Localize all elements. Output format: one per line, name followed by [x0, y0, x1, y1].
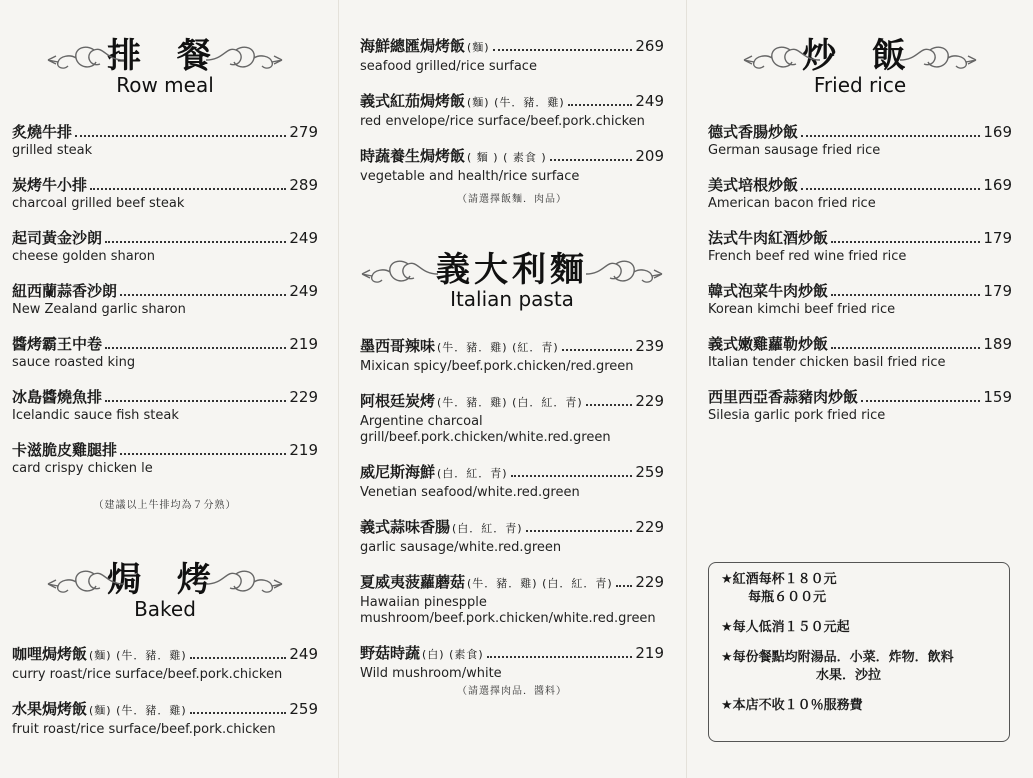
menu-item-name: 義式蒜味香腸	[360, 518, 451, 536]
menu-item	[360, 91, 664, 130]
section-note: （請選擇肉品．醬料）	[457, 686, 567, 697]
section-title-en: Baked	[134, 597, 196, 621]
dot-leader	[586, 404, 633, 406]
dot-leader	[562, 349, 633, 351]
menu-item-name: 水果焗烤飯	[12, 700, 88, 718]
section-note: （建議以上牛排均為７分熟）	[93, 500, 237, 511]
menu-item-english: French beef red wine fried rice	[708, 249, 907, 264]
menu-item	[12, 175, 318, 212]
menu-item-name: 韓式泡菜牛肉炒飯	[708, 282, 829, 300]
menu-item-english: curry roast/rice surface/beef.pork.chicken	[12, 667, 283, 682]
menu-item-options: (牛．豬．雞) (紅．青)	[437, 341, 559, 354]
menu-item-row	[360, 643, 664, 665]
dot-leader	[801, 188, 980, 190]
menu-item-english: New Zealand garlic sharon	[12, 302, 186, 317]
menu-item-row	[12, 334, 318, 354]
menu-item	[12, 281, 318, 318]
menu-item	[360, 462, 664, 501]
menu-item	[12, 122, 318, 159]
menu-item-options: (牛．豬．雞) (白．紅．青)	[437, 396, 583, 409]
menu-item-english: Italian tender chicken basil fried rice	[708, 355, 946, 370]
info-line: ★每人低消１５０元起	[721, 620, 850, 635]
menu-item-price: 219	[289, 335, 318, 353]
menu-item-name: 阿根廷炭烤	[360, 392, 436, 410]
dot-leader	[550, 159, 633, 161]
menu-item-price: 189	[983, 335, 1012, 353]
menu-item-row	[12, 281, 318, 301]
menu-item-price: 219	[635, 644, 664, 662]
menu-column-middle	[360, 0, 664, 778]
dot-leader	[831, 294, 980, 296]
menu-item	[12, 334, 318, 371]
flourish-ornament-icon	[360, 254, 440, 294]
menu-item-price: 229	[635, 392, 664, 410]
fold-line	[338, 0, 339, 778]
dot-leader	[616, 585, 633, 587]
menu-item-name: 咖哩焗烤飯	[12, 645, 88, 663]
menu-item	[360, 146, 664, 185]
menu-item-options: ( 麵 ) ( 素食 )	[467, 151, 547, 164]
menu-item-list	[12, 644, 318, 754]
menu-item-row	[12, 387, 318, 407]
menu-item-english: fruit roast/rice surface/beef.pork.chicken	[12, 722, 276, 737]
menu-item-row	[708, 122, 1012, 142]
menu-item-row	[12, 699, 318, 721]
menu-item-price: 249	[289, 229, 318, 247]
menu-item-english: cheese golden sharon	[12, 249, 155, 264]
menu-item-price: 179	[983, 282, 1012, 300]
menu-item-name: 炙燒牛排	[12, 123, 73, 141]
section-title-zh: 義大利麵	[436, 250, 588, 290]
menu-item-list	[360, 36, 664, 201]
menu-item-name: 義式紅茄焗烤飯	[360, 92, 466, 110]
menu-item	[12, 228, 318, 265]
menu-item-name: 起司黃金沙朗	[12, 229, 103, 247]
menu-item	[708, 281, 1012, 318]
dot-leader	[190, 712, 287, 714]
menu-item-price: 249	[635, 92, 664, 110]
menu-item-english: Korean kimchi beef fried rice	[708, 302, 896, 317]
section-title-en: Italian pasta	[450, 287, 574, 311]
menu-item-english: American bacon fried rice	[708, 196, 876, 211]
dot-leader	[190, 657, 287, 659]
menu-item-row	[360, 336, 664, 358]
menu-item	[360, 36, 664, 75]
menu-item-name: 紐西蘭蒜香沙朗	[12, 282, 118, 300]
menu-item-row	[12, 175, 318, 195]
menu-item-price: 209	[635, 147, 664, 165]
menu-item-price: 219	[289, 441, 318, 459]
menu-item-price: 169	[983, 123, 1012, 141]
dot-leader	[105, 241, 286, 243]
menu-item-english: Silesia garlic pork fried rice	[708, 408, 886, 423]
menu-item	[360, 643, 664, 682]
flourish-ornament-icon	[46, 564, 126, 604]
dot-leader	[90, 188, 286, 190]
flourish-ornament-icon	[204, 564, 284, 604]
menu-item-options: (白．紅．青)	[437, 467, 508, 480]
menu-item-english: grilled steak	[12, 143, 93, 158]
dot-leader	[120, 453, 286, 455]
menu-item-english: garlic sausage/white.red.green	[360, 540, 562, 555]
dot-leader	[861, 400, 980, 402]
menu-item-english: Icelandic sauce fish steak	[12, 408, 179, 423]
menu-item-english: seafood grilled/rice surface	[360, 59, 537, 74]
menu-item-options: (麵) (牛．豬．雞)	[467, 96, 565, 109]
menu-item-row	[360, 572, 664, 594]
dot-leader	[487, 656, 633, 658]
dot-leader	[105, 347, 286, 349]
dot-leader	[105, 400, 286, 402]
menu-item-name: 醬烤霸王中卷	[12, 335, 103, 353]
menu-item-row	[360, 517, 664, 539]
menu-item	[360, 517, 664, 556]
menu-item-row	[708, 334, 1012, 354]
section-heading-row-meal	[12, 36, 318, 96]
menu-item-price: 239	[635, 337, 664, 355]
section-title-en: Row meal	[116, 73, 214, 97]
menu-item-price: 289	[289, 176, 318, 194]
menu-item-english: Wild mushroom/white	[360, 666, 502, 681]
menu-item-name: 義式嫩雞蘿勒炒飯	[708, 335, 829, 353]
dot-leader	[526, 530, 633, 532]
dot-leader	[75, 135, 286, 137]
flourish-ornament-icon	[898, 40, 978, 80]
menu-item-price: 249	[289, 282, 318, 300]
menu-item	[708, 228, 1012, 265]
menu-item-options: (麵) (牛．豬．雞)	[89, 704, 187, 717]
menu-item-row	[360, 391, 664, 413]
menu-item	[708, 387, 1012, 424]
menu-item-row	[708, 228, 1012, 248]
section-note: （請選擇飯麵．肉品）	[457, 194, 567, 205]
menu-item-row	[708, 281, 1012, 301]
fold-line	[686, 0, 687, 778]
section-title-en: Fried rice	[813, 73, 907, 97]
menu-item-price: 229	[635, 573, 664, 591]
menu-item-price: 259	[289, 700, 318, 718]
menu-item-name: 美式培根炒飯	[708, 176, 799, 194]
menu-item-row	[12, 122, 318, 142]
menu-item-options: (麵)	[467, 41, 490, 54]
menu-item-list	[708, 122, 1012, 440]
menu-item	[12, 699, 318, 738]
menu-item-price: 279	[289, 123, 318, 141]
dot-leader	[493, 49, 633, 51]
menu-column-left	[12, 0, 318, 778]
section-heading-fried-rice	[708, 36, 1012, 96]
menu-item-english: card crispy chicken le	[12, 461, 153, 476]
menu-item-name: 法式牛肉紅酒炒飯	[708, 229, 829, 247]
menu-item-list	[360, 336, 664, 698]
menu-item-english: Mixican spicy/beef.pork.chicken/red.green	[360, 359, 634, 374]
menu-item-row	[360, 146, 664, 168]
menu-item-english: German sausage fried rice	[708, 143, 881, 158]
menu-item-english: charcoal grilled beef steak	[12, 196, 185, 211]
menu-item-price: 229	[635, 518, 664, 536]
menu-item-options: (白) (素食)	[422, 648, 484, 661]
menu-item-english: vegetable and health/rice surface	[360, 169, 580, 184]
menu-item	[12, 644, 318, 683]
menu-item-english: Argentine charcoal grill/beef.pork.chicken/white.red.green	[360, 414, 611, 445]
dot-leader	[120, 294, 286, 296]
menu-item-row	[12, 440, 318, 460]
menu-item-options: (牛．豬．雞) (白．紅．青)	[467, 577, 613, 590]
menu-item-price: 159	[983, 388, 1012, 406]
menu-item-row	[360, 91, 664, 113]
menu-item-name: 威尼斯海鮮	[360, 463, 436, 481]
menu-item	[360, 572, 664, 627]
menu-item-row	[360, 36, 664, 58]
flourish-ornament-icon	[46, 40, 126, 80]
info-line: ★每份餐點均附湯品．小菜．炸物．飲料 水果．沙拉	[721, 650, 954, 683]
menu-item-row	[708, 387, 1012, 407]
menu-item-options: (白．紅．青)	[452, 522, 523, 535]
menu-item-name: 墨西哥辣味	[360, 337, 436, 355]
menu-item-english: Hawaiian pinespple mushroom/beef.pork.chicken/white.red.green	[360, 595, 656, 626]
menu-item	[708, 175, 1012, 212]
menu-item-price: 249	[289, 645, 318, 663]
menu-item-english: sauce roasted king	[12, 355, 136, 370]
menu-item	[360, 336, 664, 375]
menu-item-name: 炭烤牛小排	[12, 176, 88, 194]
menu-column-right	[708, 0, 1012, 778]
info-box	[708, 562, 1010, 742]
menu-item-name: 海鮮總匯焗烤飯	[360, 37, 466, 55]
flourish-ornament-icon	[584, 254, 664, 294]
menu-item-row	[708, 175, 1012, 195]
menu-item-price: 269	[635, 37, 664, 55]
dot-leader	[568, 104, 633, 106]
menu-item	[12, 387, 318, 424]
menu-item-price: 179	[983, 229, 1012, 247]
menu-item-row	[12, 644, 318, 666]
section-heading-baked	[12, 560, 318, 620]
menu-item	[360, 391, 664, 446]
menu-item-options: (麵) (牛．豬．雞)	[89, 649, 187, 662]
menu-item	[708, 334, 1012, 371]
menu-item-price: 259	[635, 463, 664, 481]
info-line: ★紅酒每杯１８０元 每瓶６００元	[721, 572, 837, 605]
menu-item-name: 冰島醬燒魚排	[12, 388, 103, 406]
section-title-zh: 焗 烤	[107, 560, 223, 600]
menu-item-price: 169	[983, 176, 1012, 194]
flourish-ornament-icon	[204, 40, 284, 80]
dot-leader	[831, 347, 980, 349]
menu-item-name: 夏威夷菠蘿蘑菇	[360, 573, 466, 591]
info-line: ★本店不收１０％服務費	[721, 698, 863, 713]
menu-item-row	[12, 228, 318, 248]
menu-item-row	[360, 462, 664, 484]
section-heading-pasta	[360, 250, 664, 310]
menu-item-list	[12, 122, 318, 493]
menu-item-english: red envelope/rice surface/beef.pork.chicken	[360, 114, 645, 129]
menu-item-name: 時蔬養生焗烤飯	[360, 147, 466, 165]
menu-item-name: 卡滋脆皮雞腿排	[12, 441, 118, 459]
flourish-ornament-icon	[742, 40, 822, 80]
menu-item-name: 德式香腸炒飯	[708, 123, 799, 141]
section-title-zh: 排 餐	[107, 36, 223, 76]
dot-leader	[831, 241, 980, 243]
section-title-zh: 炒 飯	[802, 36, 918, 76]
menu-item-english: Venetian seafood/white.red.green	[360, 485, 580, 500]
menu-item-name: 野菇時蔬	[360, 644, 421, 662]
dot-leader	[801, 135, 980, 137]
menu-item	[12, 440, 318, 477]
menu-item	[708, 122, 1012, 159]
menu-item-price: 229	[289, 388, 318, 406]
dot-leader	[511, 475, 633, 477]
menu-item-name: 西里西亞香蒜豬肉炒飯	[708, 388, 859, 406]
